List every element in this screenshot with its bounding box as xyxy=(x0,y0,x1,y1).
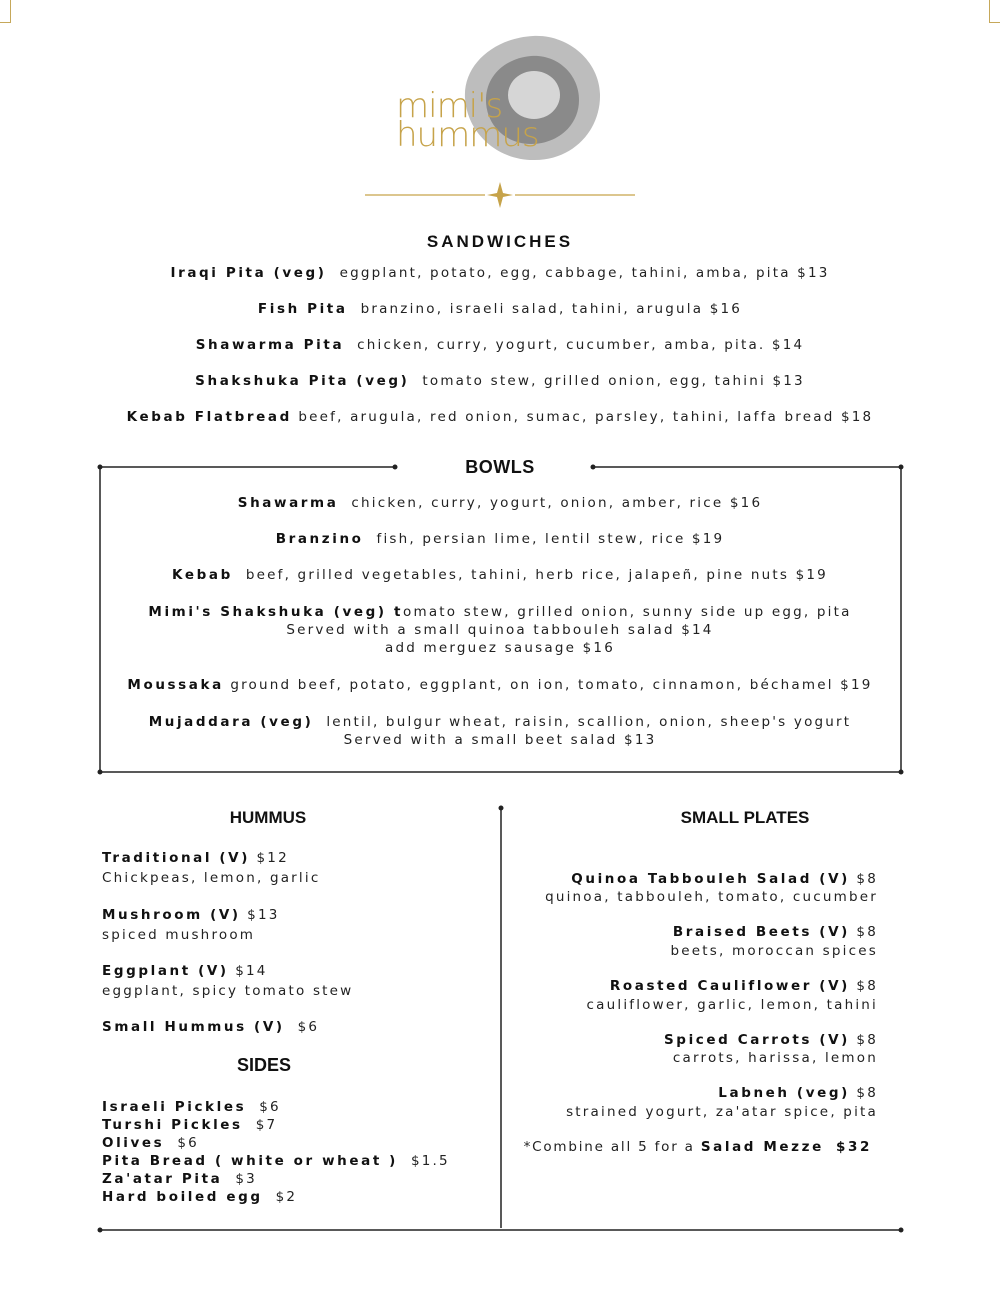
hummus-item: Small Hummus (V) $6 xyxy=(102,1019,320,1035)
corner-ornament-left xyxy=(0,0,11,23)
small-plate-item: Quinoa Tabbouleh Salad (V) $8 xyxy=(571,871,878,887)
bowl-item: Mimi's Shakshuka (veg) tomato stew, grilled onion, sunny side up egg, pita xyxy=(148,604,852,620)
bowl-item-note: Served with a small quinoa tabbouleh salad $14 xyxy=(286,622,714,638)
side-item: Olives $6 xyxy=(102,1135,199,1151)
logo-line-2: hummus xyxy=(396,115,539,155)
side-item: Za'atar Pita $3 xyxy=(102,1171,257,1187)
corner-ornament-right xyxy=(989,0,1000,23)
small-plate-item: Braised Beets (V) $8 xyxy=(672,924,878,940)
sandwiches-title: SANDWICHES xyxy=(426,232,574,251)
hummus-item-desc: Chickpeas, lemon, garlic xyxy=(102,870,321,886)
side-item: Hard boiled egg $2 xyxy=(102,1189,298,1205)
hummus-item: Mushroom (V) $13 xyxy=(102,907,280,923)
bowl-item-note: add merguez sausage $16 xyxy=(385,640,615,656)
small-plate-desc: cauliflower, garlic, lemon, tahini xyxy=(586,997,878,1013)
bowl-item: Kebab beef, grilled vegetables, tahini, herb rice, jalapeñ, pine nuts $19 xyxy=(172,567,828,583)
bowl-item: Mujaddara (veg) lentil, bulgur wheat, raisin, scallion, onion, sheep's yogurt xyxy=(148,714,852,730)
small-plate-desc: beets, moroccan spices xyxy=(670,943,878,959)
bowl-item: Branzino fish, persian lime, lentil stew, rice $19 xyxy=(275,531,725,547)
sandwich-item: Fish Pita branzino, israeli salad, tahini, arugula $16 xyxy=(257,301,743,317)
star-divider xyxy=(360,180,640,212)
sandwich-item: Shawarma Pita chicken, curry, yogurt, cucumber, amba, pita. $14 xyxy=(195,337,805,353)
small-plate-item: Labneh (veg) $8 xyxy=(718,1085,878,1101)
side-item: Pita Bread ( white or wheat ) $1.5 xyxy=(102,1153,450,1169)
hummus-item-desc: spiced mushroom xyxy=(102,927,256,943)
small-plate-desc: strained yogurt, za'atar spice, pita xyxy=(566,1104,878,1120)
hummus-item-desc: eggplant, spicy tomato stew xyxy=(102,983,354,999)
hummus-item: Eggplant (V) $14 xyxy=(102,963,268,979)
small-plate-desc: quinoa, tabbouleh, tomato, cucumber xyxy=(545,889,878,905)
bowl-item: Shawarma chicken, curry, yogurt, onion, amber, rice $16 xyxy=(237,495,763,511)
logo-line-1: mimi's xyxy=(396,86,503,126)
small-plate-item: Spiced Carrots (V) $8 xyxy=(663,1032,878,1048)
star-icon xyxy=(487,182,513,208)
side-item: Turshi Pickles $7 xyxy=(102,1117,278,1133)
bowl-item: Moussaka ground beef, potato, eggplant, on ion, tomato, cinnamon, béchamel $19 xyxy=(127,677,873,693)
bowl-item-note: Served with a small beet salad $13 xyxy=(343,732,657,748)
side-item: Israeli Pickles $6 xyxy=(102,1099,281,1115)
salad-mezze-combo: *Combine all 5 for a Salad Mezze $32 xyxy=(523,1139,872,1155)
sandwich-item: Shakshuka Pita (veg) tomato stew, grilled onion, egg, tahini $13 xyxy=(195,373,805,389)
sides-title: SIDES xyxy=(236,1055,292,1075)
small-plate-desc: carrots, harissa, lemon xyxy=(672,1050,878,1066)
small-plates-title: SMALL PLATES xyxy=(680,808,810,827)
sandwich-item: Kebab Flatbread beef, arugula, red onion, sumac, parsley, tahini, laffa bread $18 xyxy=(126,409,874,425)
small-plate-item: Roasted Cauliflower (V) $8 xyxy=(609,978,878,994)
bowls-title: BOWLS xyxy=(465,457,535,477)
sandwich-item: Iraqi Pita (veg) eggplant, potato, egg, cabbage, tahini, amba, pita $13 xyxy=(170,265,830,281)
logo-wordmark xyxy=(396,86,556,155)
hummus-item: Traditional (V) $12 xyxy=(102,850,289,866)
hummus-title: HUMMUS xyxy=(229,808,307,827)
